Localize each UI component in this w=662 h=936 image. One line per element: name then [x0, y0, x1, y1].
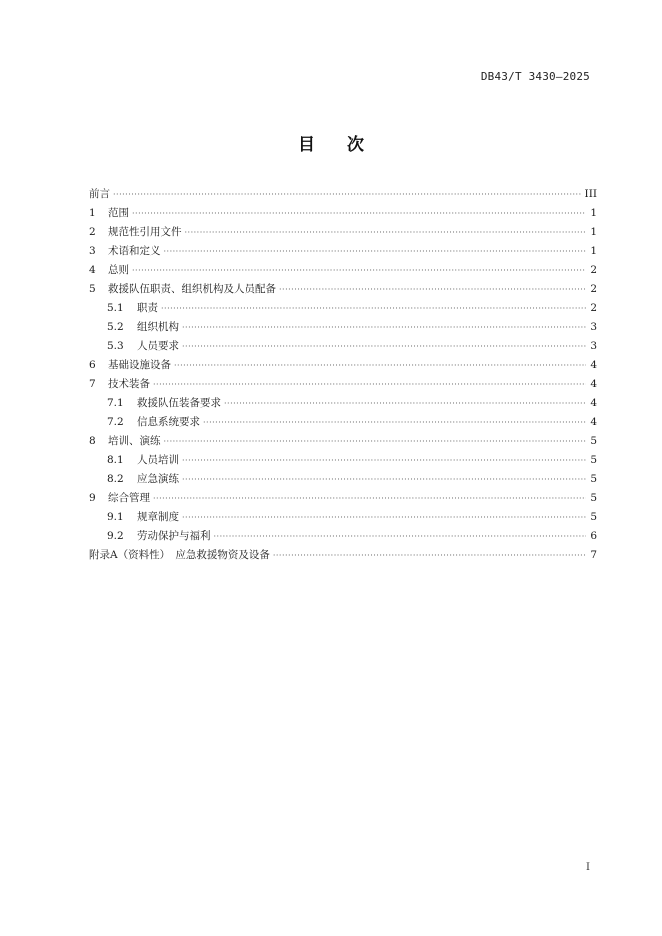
toc-leader-dots [203, 413, 586, 432]
toc-entry-number: 8.1 [107, 454, 124, 466]
toc-entry-label: 前言 [89, 188, 110, 200]
toc-entry-page: 5 [590, 511, 597, 523]
toc-entry[interactable] [89, 337, 597, 356]
toc-entry[interactable] [89, 356, 597, 375]
toc-entry[interactable] [89, 508, 597, 527]
toc-entry[interactable] [89, 527, 597, 546]
toc-entry-number: 9 [89, 492, 96, 504]
toc-entry-label: 救援队伍职责、组织机构及人员配备 [108, 283, 276, 295]
toc-entry-page: 2 [590, 302, 597, 314]
document-code: DB43/T 3430—2025 [480, 70, 590, 83]
toc-entry[interactable] [89, 489, 597, 508]
toc-entry-number: 5.3 [107, 340, 124, 352]
toc-entry-number: 2 [89, 226, 96, 238]
toc-leader-dots [185, 223, 587, 242]
toc-entry[interactable] [89, 470, 597, 489]
toc-entry-page: 4 [590, 397, 597, 409]
page-number: I [586, 862, 590, 873]
toc-entry[interactable] [89, 413, 597, 432]
toc-entry-label: 技术装备 [108, 378, 150, 390]
toc-entry-number: 8 [89, 435, 96, 447]
toc-entry[interactable] [89, 204, 597, 223]
toc-entry[interactable] [89, 318, 597, 337]
toc-leader-dots [214, 527, 587, 546]
toc-entry-number: 5 [89, 283, 96, 295]
title-char-1: 目 [298, 135, 315, 155]
toc-leader-dots [279, 280, 586, 299]
toc-entry-number: 9.2 [107, 530, 124, 542]
toc-entry[interactable] [89, 299, 597, 318]
toc-entry-page: 1 [590, 207, 597, 219]
toc-entry-label: 规范性引用文件 [108, 226, 182, 238]
toc-entry[interactable] [89, 394, 597, 413]
toc-leader-dots [153, 375, 586, 394]
toc-entry-label: 劳动保护与福利 [137, 530, 211, 542]
toc-leader-dots [174, 356, 586, 375]
toc-entry-number: 1 [89, 207, 96, 219]
toc-entry-number: 7 [89, 378, 96, 390]
page-title [0, 130, 662, 155]
toc-entry-page: 5 [590, 435, 597, 447]
toc-entry[interactable] [89, 261, 597, 280]
toc-entry-number: 5.1 [107, 302, 124, 314]
toc-leader-dots [132, 204, 586, 223]
toc-leader-dots [182, 451, 586, 470]
toc-entry-number: 7.1 [107, 397, 124, 409]
toc-entry-number: 7.2 [107, 416, 124, 428]
toc-entry-label: 人员要求 [137, 340, 179, 352]
toc-leader-dots [182, 318, 586, 337]
toc-entry-page: 1 [590, 245, 597, 257]
toc-entry-page: 4 [590, 378, 597, 390]
toc-leader-dots [182, 508, 586, 527]
toc-entry-label: 术语和定义 [108, 245, 161, 257]
toc-entry-page: 2 [590, 283, 597, 295]
toc-leader-dots [164, 242, 587, 261]
toc-entry-label: 规章制度 [137, 511, 179, 523]
toc-entry-number: 5.2 [107, 321, 124, 333]
toc-entry-number: 8.2 [107, 473, 124, 485]
table-of-contents [89, 185, 597, 565]
toc-entry-page: 2 [590, 264, 597, 276]
toc-entry-page: 4 [590, 416, 597, 428]
toc-entry-label: 应急演练 [137, 473, 179, 485]
toc-entry-page: 4 [590, 359, 597, 371]
toc-leader-dots [164, 432, 587, 451]
toc-leader-dots [161, 299, 586, 318]
toc-leader-dots [182, 470, 586, 489]
toc-entry-page: 3 [590, 340, 597, 352]
toc-entry-label: 人员培训 [137, 454, 179, 466]
toc-entry-page: 3 [590, 321, 597, 333]
toc-entry-page: 5 [590, 473, 597, 485]
toc-entry[interactable] [89, 223, 597, 242]
toc-entry-label: 组织机构 [137, 321, 179, 333]
toc-entry-label: 基础设施设备 [108, 359, 171, 371]
toc-entry-number: 4 [89, 264, 96, 276]
toc-entry-page: 6 [590, 530, 597, 542]
toc-entry-page: 7 [590, 549, 597, 561]
toc-leader-dots [153, 489, 586, 508]
toc-entry[interactable] [89, 432, 597, 451]
toc-entry[interactable] [89, 451, 597, 470]
toc-entry-label: 信息系统要求 [137, 416, 200, 428]
toc-leader-dots [132, 261, 586, 280]
toc-leader-dots [182, 337, 586, 356]
toc-entry[interactable] [89, 242, 597, 261]
toc-entry-label: 综合管理 [108, 492, 150, 504]
toc-entry-page: 1 [590, 226, 597, 238]
toc-entry-label: 范围 [108, 207, 129, 219]
toc-leader-dots [273, 546, 586, 565]
toc-entry-page: 5 [590, 492, 597, 504]
toc-entry-label: 培训、演练 [108, 435, 161, 447]
toc-entry-number: 9.1 [107, 511, 124, 523]
toc-entry-label: 救援队伍装备要求 [137, 397, 221, 409]
toc-leader-dots [224, 394, 586, 413]
toc-leader-dots [113, 185, 582, 204]
toc-entry-label: 总则 [108, 264, 129, 276]
toc-entry-number: 6 [89, 359, 96, 371]
toc-entry-page: 5 [590, 454, 597, 466]
toc-entry[interactable] [89, 280, 597, 299]
toc-entry[interactable] [89, 546, 597, 565]
toc-entry[interactable] [89, 375, 597, 394]
toc-entry[interactable] [89, 185, 597, 204]
toc-entry-number: 3 [89, 245, 96, 257]
toc-entry-label: 附录A（资料性） 应急救援物资及设备 [89, 549, 270, 561]
toc-entry-page: III [584, 188, 597, 200]
title-char-2: 次 [347, 135, 364, 155]
toc-entry-label: 职责 [137, 302, 158, 314]
